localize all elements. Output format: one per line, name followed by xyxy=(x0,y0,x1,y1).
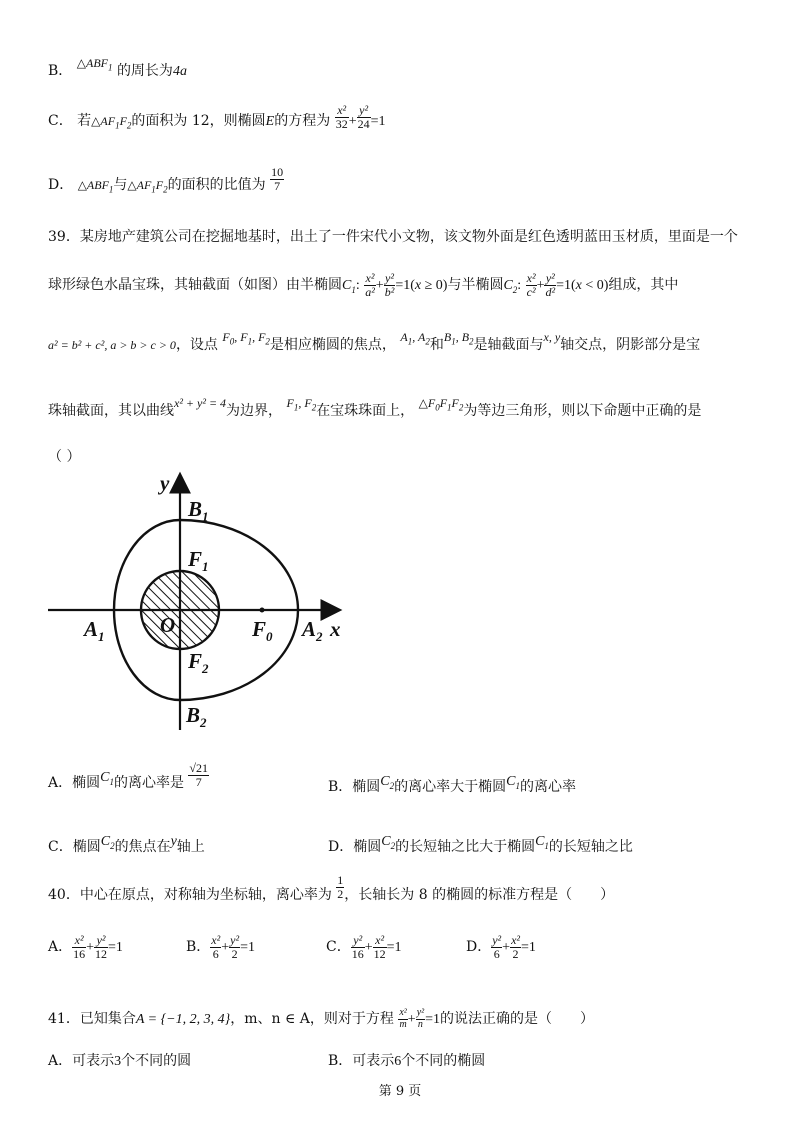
q39-option-b: B．椭圆$C_2$的离心率大于椭圆$C_1$的离心率 xyxy=(328,774,576,795)
a1-label: $A_1$ xyxy=(84,617,105,644)
q40-option-b: B． $\frac{\text{x²}}{6}$ + $\frac{\text{y²}}{2}$ =1 xyxy=(186,933,255,961)
q38-option-d: D． $\triangle ABF_1$与$\triangle AF_1F_2$的面积的比值为 $\frac{10}{7}$ xyxy=(48,165,284,195)
q40-option-d: D． $\frac{\text{y²}}{6}$ + $\frac{\text{x²}}{2}$ =1 xyxy=(466,933,536,961)
q39-option-c: C．椭圆$C_2$的焦点在y轴上 xyxy=(48,834,205,855)
f2-label: $F_2$ xyxy=(188,649,209,676)
f1-label: $F_1$ xyxy=(188,547,209,574)
fraction: $\frac{\text{y²}}{24}$ xyxy=(357,103,370,131)
q40-option-c: C． $\frac{\text{y²}}{16}$ + $\frac{\text{x²}}{12}$ =1 xyxy=(326,933,402,961)
q40-option-a: A． $\frac{\text{x²}}{16}$ + $\frac{\text{y²}}{12}$ =1 xyxy=(48,933,123,961)
f0-point xyxy=(260,608,265,613)
q38-option-c: C． 若$\triangle AF_1F_2$的面积为 12，则椭圆E的方程为 $\frac{\text{x²}}{32}$ + $\frac{\text{y²}}{24}$ =1 xyxy=(48,103,386,131)
ellipse-cross-section-figure xyxy=(48,468,348,733)
fraction-10-7: $\frac{10}{7}$ xyxy=(271,165,284,193)
q40-stem: 40．中心在原点，对称轴为坐标轴，离心率为 $\frac{1}{2}$ ，长轴长为 8 的椭圆的标准方程是（ ） xyxy=(48,873,615,904)
page-footer: 第 9 页 xyxy=(378,1084,422,1099)
q39-line1: 39．某房地产建筑公司在挖掘地基时，出土了一件宋代小文物，该文物外面是红色透明蓝田玉材质，里面是一个 xyxy=(48,229,738,245)
q39-line2: 球形绿色水晶宝珠，其轴截面（如图）由半椭圆$C_1$: $\frac{\text{x²}}{\text{a²}}$ + $\frac{\text{y²}}{\text{b²}}$ =1(x ≥ 0)与半椭圆$C_2$: $\frac{\text{x²}}{\text{c²}}$ + $\frac{\text{y²}}{\text{d²}}$ =1(x < 0)组成，其中 xyxy=(48,271,679,299)
fraction-sqrt21-7: $\frac{√21}{7}$ xyxy=(189,761,209,789)
b1-label: $B_1$ xyxy=(188,497,209,524)
fraction: $\frac{\text{x²}}{32}$ xyxy=(335,103,348,131)
q39-paren: （ ） xyxy=(48,449,81,465)
q39-option-d: D．椭圆$C_2$的长短轴之比大于椭圆$C_1$的长短轴之比 xyxy=(328,834,633,855)
b2-label: $B_2$ xyxy=(186,703,207,730)
x-label: x xyxy=(330,617,341,641)
triangle-abf1: $\triangle ABF_1$ xyxy=(76,56,113,73)
f0-label: $F_0$ xyxy=(252,617,273,644)
y-label: y xyxy=(160,471,170,495)
a2-label: $A_2$ xyxy=(302,617,323,644)
o-label: O xyxy=(160,613,176,637)
q41-stem: 41．已知集合A = {−1, 2, 3, 4}，m、n ∈ A，则对于方程 $\frac{\text{x²}}{m}$ + $\frac{\text{y²}}{n}$ =1的说法正确的是（ ） xyxy=(48,1007,595,1030)
q39-line4: 珠轴截面，其以曲线x² + y² = 4为边界， $F_1$, $F_2$在宝珠珠面上， $\triangle F_0F_1F_2$为等边三角形，则以下命题中正确的是 xyxy=(48,396,702,419)
q39-line3: a² = b² + c², a > b > c > 0，设点 $F_0$, $F_1$, $F_2$是相应椭圆的焦点， $A_1$, $A_2$和$B_1$, $B_2$是轴截面与x, y轴交点，阴影部分是宝 xyxy=(48,330,701,353)
q39-option-a: A．椭圆$C_1$的离心率是 $\frac{√21}{7}$ xyxy=(48,761,209,792)
fraction-1-2: $\frac{1}{2}$ xyxy=(337,873,344,901)
q41-option-a: A．可表示3个不同的圆 xyxy=(48,1053,192,1069)
q41-option-b: B．可表示6个不同的椭圆 xyxy=(328,1053,486,1069)
q38-option-b: B． $\triangle ABF_1$ 的周长为4a xyxy=(48,56,187,79)
